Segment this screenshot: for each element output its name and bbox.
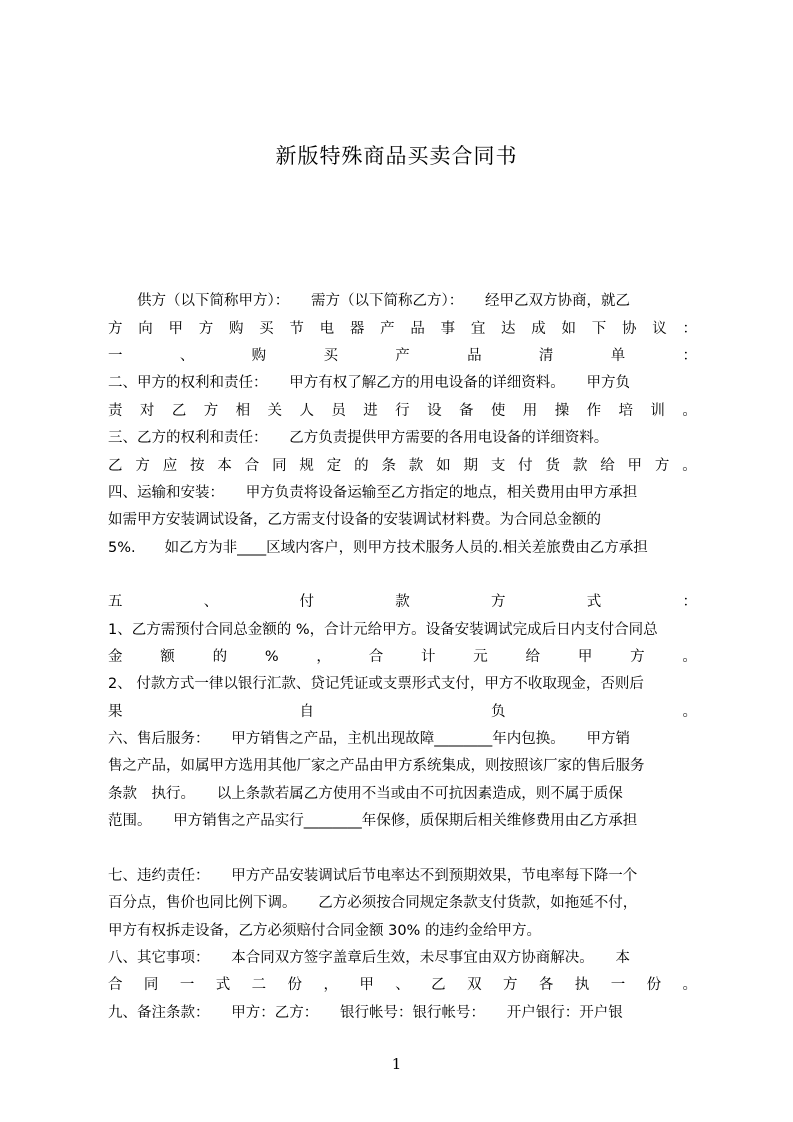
char: 同 [272,458,287,474]
char: 甲 [168,321,183,337]
char: 方 [135,458,150,474]
char: 议 [652,321,667,337]
char: ， [316,649,331,665]
char: 条 [381,458,396,474]
char: 操 [554,403,570,419]
char: 双 [467,977,482,993]
char: 额 [160,649,175,665]
char: 合 [108,977,123,993]
char: 节 [289,321,304,337]
char: 宜 [470,321,486,337]
char: 份 [646,977,662,993]
char: 品 [410,321,425,337]
section-4-text-2: 5%. 如乙方为非____区域内客户，则甲方技术服务人员的.相关差旅费由乙方承担 [108,540,648,556]
char: 训 [650,403,665,419]
char: 乙 [171,403,187,419]
char: 元 [473,649,488,665]
section-9-heading: 九、备注条款： 甲方：乙方： 银行帐号：银行帐号： 开户银行：开户银 [108,1005,623,1021]
char: 款 [408,458,424,474]
char: 方 [108,321,123,337]
char: 、 [179,348,195,364]
char: 事 [440,321,456,337]
section-5-item-1-cont [108,643,697,671]
char: 买 [259,321,274,337]
char: 设 [427,403,442,419]
section-2-text [108,397,697,425]
section-7-heading: 七、违约责任： 甲方产品安装调试后节电率达不到预期效果，节电率每下降一个 [108,868,638,884]
char: 给 [525,649,541,665]
intro-line: 供方（以下简称甲方）： 需方（以下简称乙方）： 经甲乙双方协商，就乙 [108,293,630,309]
char: 负 [491,704,506,720]
intro-continuation [108,315,697,343]
char: 用 [522,403,538,419]
char: 应 [162,458,178,474]
section-6-text: 售之产品，如属甲方选用其他厂家之产品由甲方系统集成，则按照该厂家的售后服务 [108,758,645,774]
char: 一 [108,348,123,364]
char: 一 [179,977,195,993]
char: 成 [531,321,546,337]
char: 产 [395,348,410,364]
char: 协 [621,321,637,337]
char: 方 [630,649,645,665]
section-5-item-2-cont [108,698,697,726]
char: 份 [287,977,303,993]
section-5-item-2: 2、 付款方式一律以银行汇款、贷记凭证或支票形式支付，甲方不收取现金，否则后 [108,676,644,692]
char: 乙 [431,977,446,993]
char: 器 [349,321,365,337]
char: 行 [395,403,410,419]
char: % [264,649,279,665]
char: 备 [458,403,474,419]
char: 付 [299,594,314,610]
char: 相 [235,403,251,419]
char: 关 [267,403,283,419]
char: 果 [108,704,123,720]
char: 、 [203,594,219,610]
section-4-heading: 四、运输和安装： 甲方负责将设备运输至乙方指定的地点，相关费用由甲方承担 [108,485,638,501]
char: 定 [326,458,342,474]
char: 给 [600,458,615,474]
char: 买 [323,348,338,364]
char: ， [323,977,338,993]
char: 各 [538,977,554,993]
char: 下 [591,321,607,337]
char: 的 [212,649,228,665]
char: 支 [490,458,506,474]
char: 进 [363,403,378,419]
char: 作 [586,403,602,419]
section-5-heading [108,588,697,616]
char: 金 [108,649,123,665]
char: 清 [538,348,554,364]
char: 品 [467,348,482,364]
char: 方 [491,594,506,610]
char: 方 [502,977,518,993]
section-5-item-1: 1、乙方需预付合同总金额的 %，合计元给甲方。设备安装调试完成后日内支付合同总 [108,622,658,638]
char: 员 [331,403,346,419]
section-2-heading: 二、甲方的权利和责任： 甲方有权了解乙方的用电设备的详细资料。 甲方负 [108,375,630,391]
char: 培 [618,403,633,419]
char: 、 [395,977,410,993]
section-8-text [108,971,697,999]
char: 式 [586,594,602,610]
char: ： [682,321,697,337]
char: 责 [108,403,123,419]
char: 购 [251,348,267,364]
char: 单 [610,348,626,364]
char: 货 [545,458,560,474]
char: 人 [299,403,314,419]
char: 同 [143,977,159,993]
char: 使 [490,403,506,419]
char: 产 [380,321,395,337]
char: 。 [682,458,697,474]
char: 。 [682,977,697,993]
char: 乙 [108,458,123,474]
section-3-text [108,452,697,480]
page-title: 新版特殊商品买卖合同书 [275,144,518,168]
char: 一 [610,977,626,993]
section-1-heading [108,342,697,370]
section-4-text: 如需甲方安装调试设备，乙方需支付设备的安装调试材料费。为合同总金额的 [108,512,601,528]
char: 。 [682,403,697,419]
char: 合 [244,458,260,474]
char: 购 [228,321,244,337]
char: 付 [518,458,533,474]
char: 方 [198,321,214,337]
char: 如 [436,458,451,474]
char: 期 [463,458,478,474]
char: 方 [203,403,219,419]
char: 五 [108,594,123,610]
char: ： [682,348,697,364]
section-3-heading: 三、乙方的权利和责任： 乙方负责提供甲方需要的各用电设备的详细资料。 [108,430,609,446]
page-number: 1 [391,1055,402,1073]
char: 的 [354,458,369,474]
section-6-heading: 六、售后服务： 甲方销售之产品，主机出现故障________年内包换。 甲方销 [108,731,630,747]
char: 电 [319,321,335,337]
char: 自 [299,704,314,720]
char: 本 [217,458,232,474]
section-6-text-3: 范围。 甲方销售之产品实行________年保修，质保期后相关维修费用由乙方承担 [108,813,638,829]
char: 按 [190,458,205,474]
char: ： [682,594,697,610]
char: 计 [420,649,436,665]
char: 甲 [577,649,593,665]
char: 。 [682,649,697,665]
char: 方 [654,458,670,474]
char: 达 [501,321,516,337]
char: 规 [299,458,314,474]
section-6-text-2: 条款 执行。 以上条款若属乙方使用不当或由不可抗因素造成，则不属于质保 [108,786,623,802]
char: 向 [138,321,153,337]
section-7-text-2: 甲方有权拆走设备，乙方必须赔付合同金额 30% 的违约金给甲方。 [108,923,541,939]
char: 二 [251,977,267,993]
char: 式 [215,977,231,993]
section-8-heading: 八、其它事项： 本合同双方签字盖章后生效，未尽事宜由双方协商解决。 本 [108,950,630,966]
char: 款 [395,594,410,610]
char: 如 [561,321,577,337]
char: 。 [682,704,697,720]
char: 甲 [627,458,643,474]
char: 甲 [359,977,374,993]
char: 对 [139,403,155,419]
char: 执 [574,977,590,993]
char: 款 [572,458,588,474]
char: 合 [368,649,384,665]
section-7-text: 百分点，售价也同比例下调。 乙方必须按合同规定条款支付货款，如拖延不付， [108,895,638,911]
